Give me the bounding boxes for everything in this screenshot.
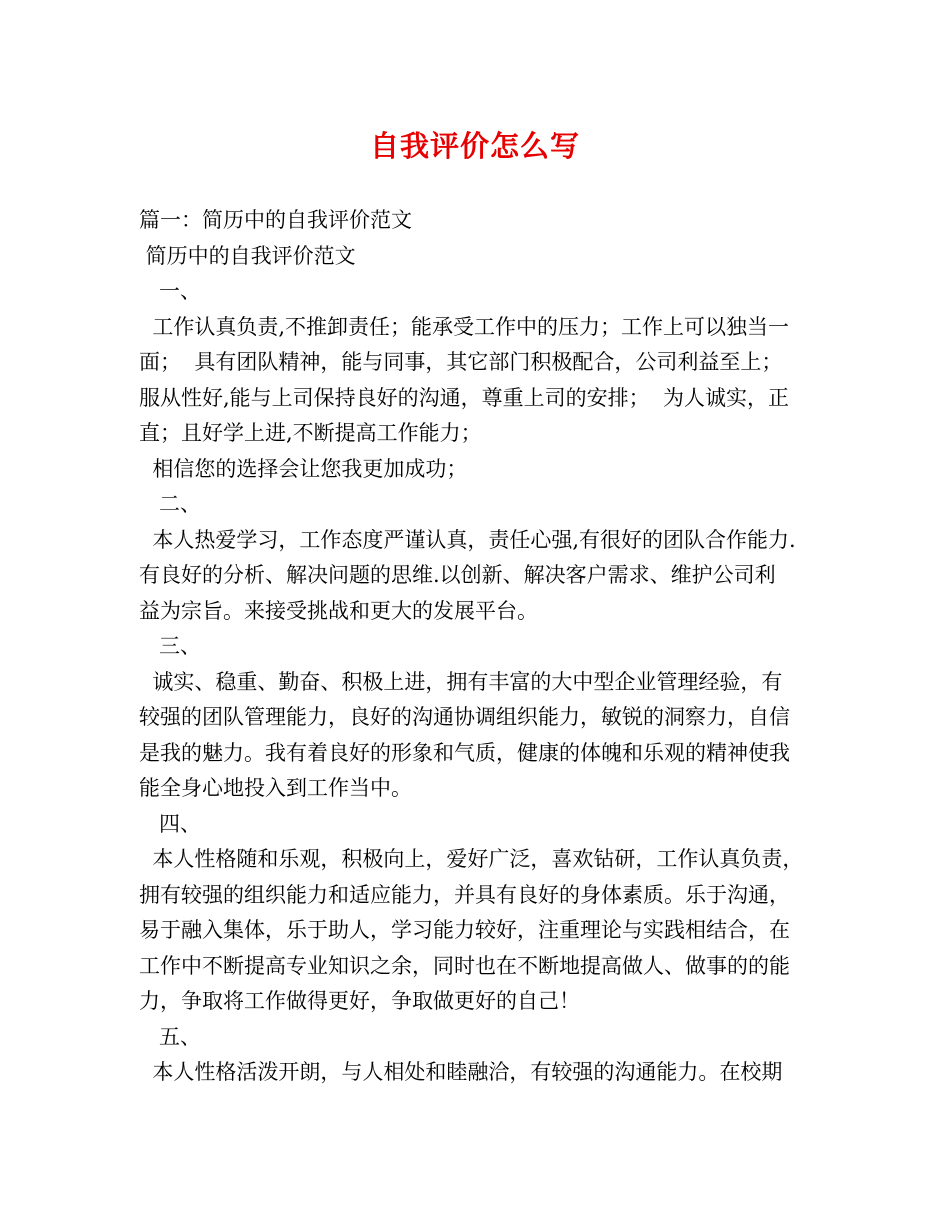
text-line: 本人热爱学习，工作态度严谨认真，责任心强,有很好的团队合作能力. [139, 527, 796, 552]
text-line: 诚实、稳重、勤奋、积极上进，拥有丰富的大中型企业管理经验，有 [139, 669, 783, 694]
section-heading: 一、 [139, 279, 202, 303]
text-line: 简历中的自我评价范文 [139, 243, 356, 268]
text-line: 直；且好学上进,不断提高工作能力； [139, 421, 482, 445]
text-line: 易于融入集体，乐于助人，学习能力较好，注重理论与实践相结合，在 [139, 918, 790, 942]
section-heading: 五、 [139, 1024, 202, 1049]
text-line: 能全身心地投入到工作当中。 [139, 776, 412, 800]
text-line: 服从性好,能与上司保持良好的沟通，尊重上司的安排； 为人诚实，正 [139, 385, 790, 410]
text-line: 工作认真负责,不推卸责任；能承受工作中的压力；工作上可以独当一 [139, 314, 790, 339]
text-line: 是我的魅力。我有着良好的形象和气质，健康的体魄和乐观的精神使我 [139, 740, 790, 765]
document-title: 自我评价怎么写 [369, 129, 580, 163]
text-line: 面； 具有团队精神，能与同事，其它部门积极配合，公司利益至上； [139, 350, 783, 374]
text-line: 较强的团队管理能力，良好的沟通协调组织能力，敏锐的洞察力，自信 [139, 705, 790, 729]
text-line: 相信您的选择会让您我更加成功； [139, 456, 468, 481]
section-heading: 三、 [139, 634, 202, 658]
text-line: 本人性格随和乐观，积极向上，爱好广泛，喜欢钻研，工作认真负责， [139, 847, 804, 871]
text-line: 本人性格活泼开朗，与人相处和睦融洽，有较强的沟通能力。在校期 [139, 1060, 783, 1084]
text-line: 益为宗旨。来接受挑战和更大的发展平台。 [139, 598, 538, 623]
section-heading: 二、 [139, 492, 202, 516]
text-line: 拥有较强的组织能力和适应能力，并具有良好的身体素质。乐于沟通， [139, 882, 790, 907]
section-heading: 四、 [139, 811, 202, 836]
text-line: 力，争取将工作做得更好，争取做更好的自己！ [139, 989, 580, 1013]
text-line: 有良好的分析、解决问题的思维.以创新、解决客户需求、维护公司利 [139, 563, 776, 587]
text-line: 工作中不断提高专业知识之余，同时也在不断地提高做人、做事的的能 [139, 953, 790, 978]
document-body [139, 203, 819, 1091]
text-line: 篇一：简历中的自我评价范文 [139, 208, 412, 232]
